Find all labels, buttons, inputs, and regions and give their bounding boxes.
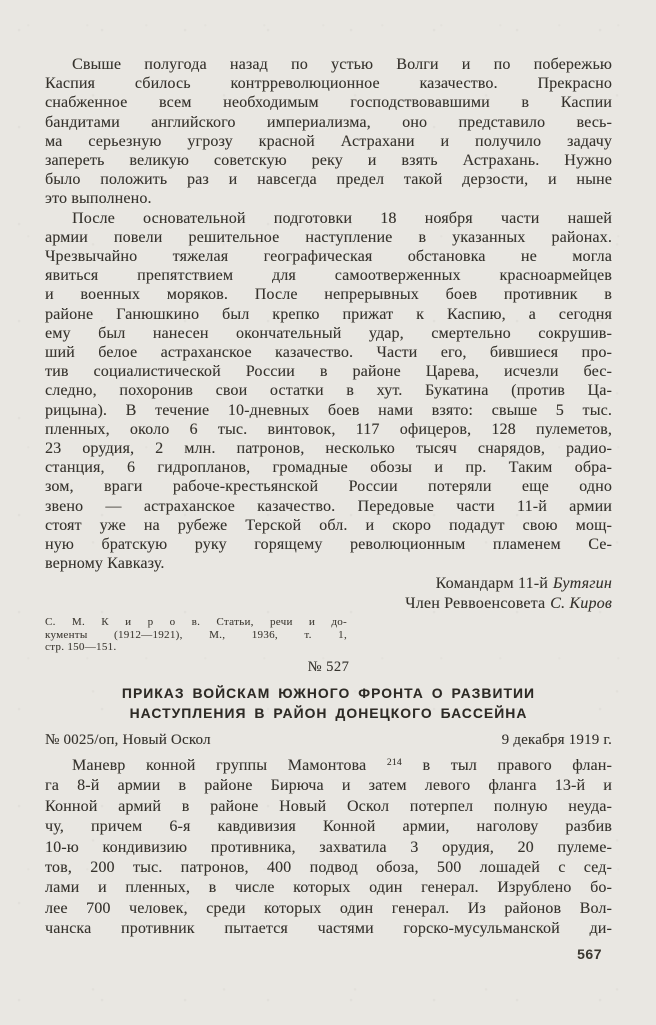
body-text-line: ма серьезную угрозу красной Астрахани и получило задачу — [45, 132, 612, 150]
body-text-line: явиться препятствием для самоотверженных красноармейцев — [45, 267, 612, 285]
body-text-line: следно, похоронив свои остатки в хут. Букатина (против Ца- — [45, 382, 612, 400]
body-text-line — [45, 756, 612, 776]
body-text-line: станция, 6 гидропланов, громадные обозы и пр. Таким обра- — [45, 459, 612, 477]
document-title — [45, 684, 612, 724]
body-text-line: рицына). В течение 10-дневных боев нами взято: свыше 5 тыс. — [45, 401, 612, 419]
signature-line-rvs-member — [45, 594, 612, 614]
body-text-line: зом, враги рабоче-крестьянской России потеряли еще одно — [45, 478, 612, 496]
body-text-line: ную братскую руку горящему революционным пламенем Се- — [45, 536, 612, 554]
source-note-line: кументы (1912—1921), М., 1936, т. 1, — [45, 628, 347, 641]
paragraph-1 — [45, 55, 612, 209]
signature-name: Бутягин — [552, 575, 612, 593]
body-text-line: звено — астраханское казачество. Передовые части 11-й армии — [45, 497, 612, 515]
body-text-line: После основательной подготовки 18 ноября части нашей — [72, 209, 612, 227]
body-text-line: запереть великую советскую реку и взять Астрахань. Нужно — [45, 152, 612, 170]
body-text-line: 10-ю кондивизию противника, захватила 3 орудия, 20 пулеме- — [45, 838, 612, 856]
document-number: № 527 — [307, 658, 350, 675]
signature-line-commander — [45, 574, 612, 594]
body-text-line: бандитами английского империализма, оно представило весь- — [45, 113, 612, 131]
body-text-line: ший белое астраханское казачество. Части его, бившиеся про- — [45, 344, 612, 362]
body-text-line: было положить раз и навсегда предел такой дерзости, и ныне — [45, 171, 612, 189]
page-number: 567 — [577, 945, 602, 962]
signature-name: С. Киров — [550, 594, 612, 612]
body-text-line: 23 орудия, 2 млн. патронов, несколько тысяч снарядов, радио- — [45, 440, 612, 458]
document-date: 9 декабря 1919 г. — [501, 731, 612, 748]
paragraph-2 — [45, 209, 612, 574]
signature-role: Командарм 11-й — [435, 575, 549, 593]
body-text-line: Свыше полугода назад по устью Волги и по побережью — [72, 56, 612, 73]
body-text-line: тов, 200 тыс. патронов, 400 подвод обоза, 500 лошадей с сед- — [45, 859, 612, 877]
document-title-line: НАСТУПЛЕНИЯ В РАЙОН ДОНЕЦКОГО БАССЕЙНА — [129, 705, 528, 721]
document-number-place: № 0025/оп, Новый Оскол — [45, 731, 211, 748]
signature-role: Член Реввоенсовета — [405, 594, 546, 612]
body-text-line: ему был нанесен окончательный удар, смертельно сокрушив- — [45, 324, 612, 342]
body-text-line: лами и пленных, в числе которых один генерал. Изрублено бо- — [45, 879, 612, 897]
source-note-line: С. М. К и р о в. Статьи, речи и до- — [45, 616, 347, 629]
footnote-reference-214: 214 — [386, 757, 402, 768]
body-text-line: га 8-й армии в районе Бирюча и затем левого фланга 13-й и — [45, 777, 612, 795]
body-text-line: Каспия сбилось контрреволюционное казачество. Прекрасно — [45, 75, 612, 93]
body-text-line: пленных, около 6 тыс. винтовок, 117 офицеров, 128 пулеметов, — [45, 420, 612, 438]
body-text-line: Конной армий в районе Новый Оскол потерпел полную неуда- — [45, 797, 612, 815]
body-text-line: снабженное всем необходимым господствовавшими в Каспии — [45, 94, 612, 112]
body-text-line: и военных моряков. После непрерывных боев противник в — [45, 286, 612, 304]
paragraph-3 — [45, 756, 612, 940]
body-text-line: армии повели решительное наступление в указанных районах. — [45, 228, 612, 246]
document-meta-row — [45, 732, 612, 749]
source-note — [45, 616, 347, 654]
body-text-line: это выполнено. — [45, 190, 152, 208]
body-text-line: стоят уже на рубеже Терской обл. и скоро подадут свою мощ- — [45, 516, 612, 534]
document-title-line: ПРИКАЗ ВОЙСКАМ ЮЖНОГО ФРОНТА О РАЗВИТИИ — [121, 685, 536, 701]
signature-block — [45, 574, 612, 613]
body-text-line: тив социалистической России в районе Царева, исчезли бес- — [45, 363, 612, 381]
body-text-segment: Маневр конной группы Мамонтова — [72, 756, 367, 774]
body-text-line: лее 700 человек, среди которых один генерал. Из районов Вол- — [45, 899, 612, 917]
body-text-line: верному Кавказу. — [45, 555, 165, 573]
body-text-line: чу, причем 6-я кавдивизия Конной армии, наголову разбив — [45, 818, 612, 836]
body-text-segment: в тыл правого флан- — [422, 756, 612, 774]
body-text-line: Чрезвычайно тяжелая географическая обстановка не могла — [45, 248, 612, 266]
source-note-line: стр. 150—151. — [45, 641, 117, 654]
body-text-line: районе Ганюшкино был крепко прижат к Каспию, а сегодня — [45, 305, 612, 323]
body-text-line: чанска противник пытается частями горско-мусульманской ди- — [45, 920, 612, 938]
